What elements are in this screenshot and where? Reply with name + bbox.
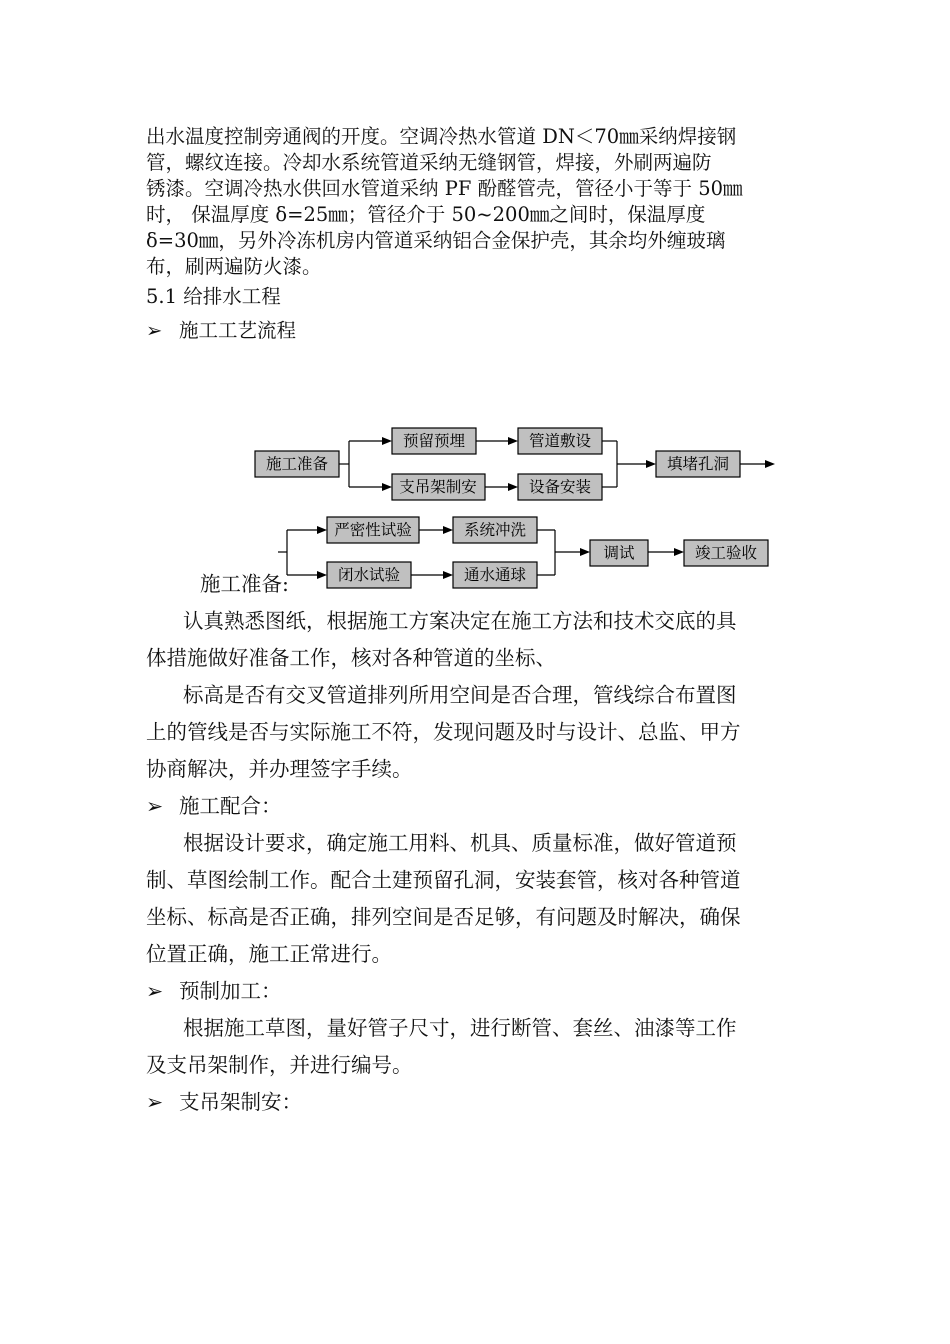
bullet-label: 支吊架制安： [179, 1090, 302, 1114]
paragraph-line: 协商解决，并办理签字手续。 [146, 757, 413, 781]
intro-line: 锈漆。空调冷热水供回水管道采纳 PF 酚醛管壳，管径小于等于 50㎜ [146, 177, 743, 200]
intro-line: δ=30㎜，另外冷冻机房内管道采纳铝合金保护壳，其余均外缠玻璃 [146, 229, 726, 252]
paragraph-line: 认真熟悉图纸，根据施工方案决定在施工方法和技术交底的具 [183, 609, 737, 633]
arrow-icon [443, 571, 453, 579]
bullet-arrow-icon: ➢ [146, 979, 164, 1003]
flow-label: 闭水试验 [337, 566, 401, 584]
arrow-icon [508, 437, 518, 445]
flow-label: 通水通球 [463, 566, 527, 584]
paragraph-line: 根据设计要求，确定施工用料、机具、质量标准，做好管道预 [183, 831, 737, 855]
intro-line: 管，螺纹连接。冷却水系统管道采纳无缝钢管，焊接，外刷两遍防 [146, 151, 712, 174]
flow-label: 管道敷设 [528, 432, 592, 450]
process-flowchart [0, 0, 950, 600]
flow-label: 设备安装 [528, 478, 592, 496]
bullet-item-coop [146, 791, 282, 821]
paragraph-line: 及支吊架制作，并进行编号。 [146, 1053, 413, 1077]
paragraph-line: 标高是否有交叉管道排列所用空间是否合理，管线综合布置图 [183, 683, 737, 707]
bullet-arrow-icon: ➢ [146, 1090, 164, 1114]
flow-label: 施工准备 [265, 455, 329, 473]
bullet-label: 施工配合： [179, 794, 282, 818]
flow-label: 调试 [603, 544, 635, 562]
flow-label: 严密性试验 [334, 521, 412, 539]
paragraph-line: 体措施做好准备工作，核对各种管道的坐标、 [146, 646, 556, 670]
arrow-icon [646, 460, 656, 468]
flow-label: 竣工验收 [694, 544, 758, 562]
intro-line: 时， 保温厚度 δ=25㎜；管径介于 50~200㎜之间时，保温厚度 [146, 203, 706, 226]
arrow-icon [443, 526, 453, 534]
arrow-icon [765, 460, 775, 468]
section-heading: 5.1 给排水工程 [146, 285, 281, 308]
bullet-item-support [146, 1087, 302, 1117]
flow-label: 系统冲洗 [463, 521, 527, 539]
bullet-label: 预制加工： [179, 979, 282, 1003]
arrow-icon [317, 571, 327, 579]
flow-label: 支吊架制安 [399, 478, 477, 496]
bullet-arrow-icon: ➢ [146, 794, 164, 818]
arrow-icon [674, 548, 684, 556]
prep-title: 施工准备: [200, 572, 289, 596]
paragraph-line: 上的管线是否与实际施工不符，发现问题及时与设计、总监、甲方 [146, 720, 741, 744]
intro-line: 出水温度控制旁通阀的开度。空调冷热水管道 DN＜70㎜采纳焊接钢 [146, 125, 737, 148]
paragraph-line: 坐标、标高是否正确，排列空间是否足够，有问题及时解决，确保 [146, 905, 741, 929]
arrow-icon [382, 437, 392, 445]
paragraph-line: 根据施工草图，量好管子尺寸，进行断管、套丝、油漆等工作 [183, 1016, 737, 1040]
bullet-arrow-icon: ➢ [146, 319, 163, 342]
bullet-label: 施工工艺流程 [179, 319, 297, 342]
paragraph-line: 位置正确，施工正常进行。 [146, 942, 392, 966]
intro-line: 布，刷两遍防火漆。 [146, 255, 322, 278]
bullet-item-prefab [146, 976, 282, 1006]
arrow-icon [317, 526, 327, 534]
flow-label: 填堵孔洞 [666, 455, 730, 473]
paragraph-line: 制、草图绘制工作。配合土建预留孔洞，安装套管，核对各种管道 [146, 868, 741, 892]
arrow-icon [508, 483, 518, 491]
arrow-icon [382, 483, 392, 491]
flow-label: 预留预埋 [402, 432, 466, 450]
arrow-icon [580, 548, 590, 556]
